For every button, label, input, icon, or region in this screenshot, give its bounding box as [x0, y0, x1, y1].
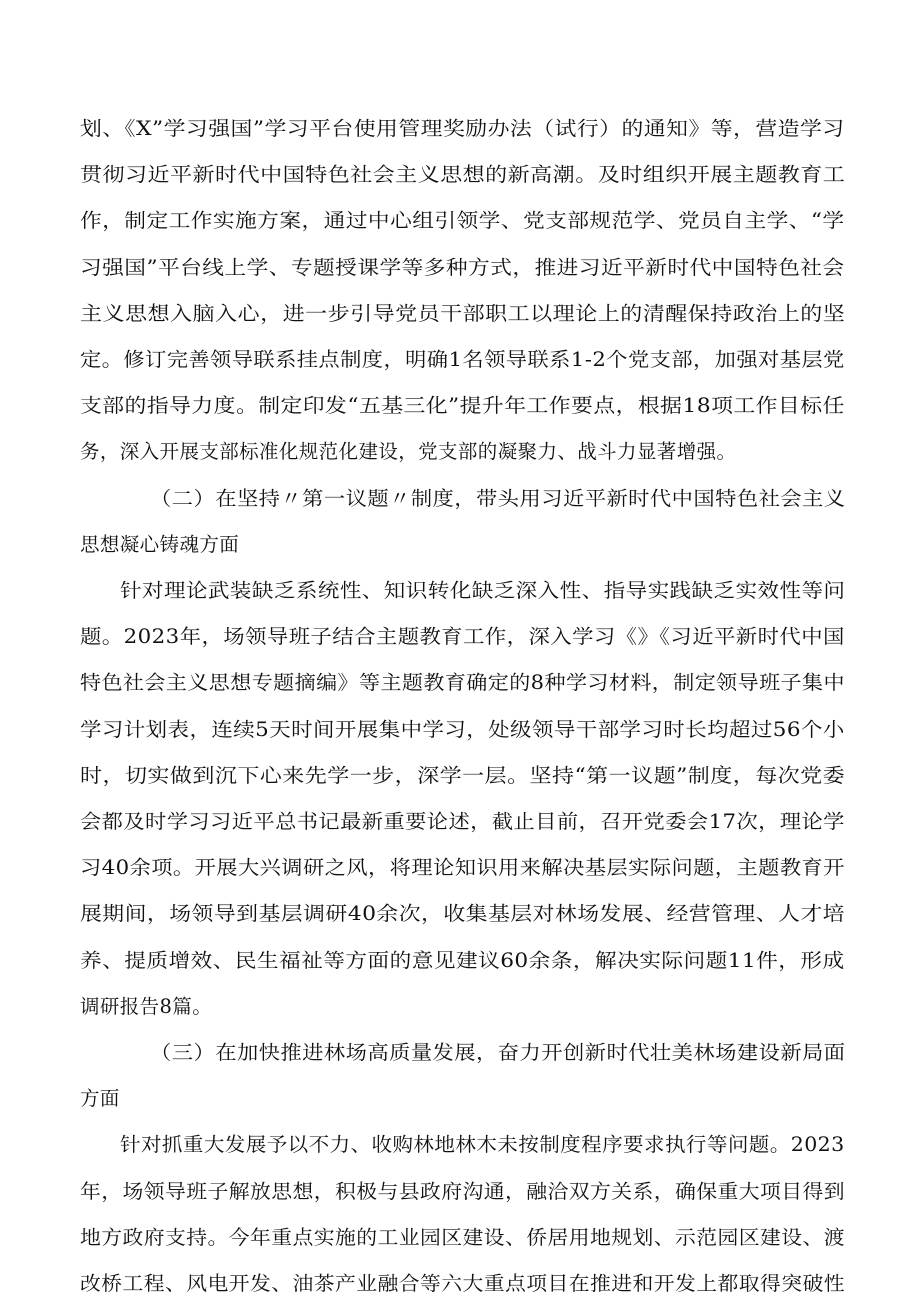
- section-heading: 方面: [80, 1087, 120, 1111]
- body-text-line: 学习计划表，连续5天时间开展集中学习，处级领导干部学习时长均超过56个小: [80, 717, 845, 741]
- body-text-line: 习40余项。开展大兴调研之风，将理论知识用来解决基层实际问题，主题教育开: [80, 856, 845, 880]
- section-heading: （三）在加快推进林场高质量发展，奋力开创新时代壮美林场建设新局面: [150, 1041, 846, 1064]
- body-text-line: 地方政府支持。今年重点实施的工业园区建设、侨居用地规划、示范园区建设、渡: [80, 1225, 846, 1249]
- body-text-line: 调研报告8篇。: [80, 994, 213, 1018]
- body-text-line: 划、《X”学习强国”学习平台使用管理奖励办法（试行）的通知》等，营造学习: [80, 117, 845, 140]
- body-text-line: 支部的指导力度。制定印发“五基三化”提升年工作要点，根据18项工作目标任: [80, 394, 845, 418]
- body-text-line: 展期间，场领导到基层调研40余次，收集基层对林场发展、经营管理、人才培: [80, 902, 845, 926]
- body-text-line: 针对理论武装缺乏系统性、知识转化缺乏深入性、指导实践缺乏实效性等问: [120, 579, 846, 602]
- body-text-line: 年，场领导班子解放思想，积极与县政府沟通，融洽双方关系，确保重大项目得到: [80, 1179, 846, 1203]
- body-text-line: 特色社会主义思想专题摘编》等主题教育确定的8种学习材料，制定领导班子集中: [80, 671, 845, 695]
- body-text-line: 题。2023年，场领导班子结合主题教育工作，深入学习《》《习近平新时代中国: [80, 625, 845, 649]
- body-text-line: 主义思想入脑入心，进一步引导党员干部职工以理论上的清醒保持政治上的坚: [80, 301, 846, 325]
- body-text-line: 贯彻习近平新时代中国特色社会主义思想的新高潮。及时组织开展主题教育工: [80, 163, 846, 187]
- body-text-line: 定。修订完善领导联系挂点制度，明确1名领导联系1-2个党支部，加强对基层党: [80, 348, 845, 371]
- body-text-line: 时，切实做到沉下心来先学一步，深学一层。坚持“第一议题”制度，每次党委: [80, 763, 846, 787]
- body-text-line: 改桥工程、风电开发、油茶产业融合等六大重点项目在推进和开发上都取得突破性: [80, 1272, 846, 1295]
- section-heading: （二）在坚持〃第一议题〃制度，带头用习近平新时代中国特色社会主义: [150, 486, 846, 510]
- section-heading: 思想凝心铸魂方面: [80, 532, 240, 556]
- body-text-line: 针对抓重大发展予以不力、收购林地林木未按制度程序要求执行等问题。2023: [120, 1133, 845, 1157]
- body-text-line: 习强国”平台线上学、专题授课学等多种方式，推进习近平新时代中国特色社会: [80, 255, 845, 279]
- body-text-line: 养、提质增效、民生福祉等方面的意见建议60余条，解决实际问题11件，形成: [80, 948, 845, 972]
- body-text-line: 务，深入开展支部标准化规范化建设，党支部的凝聚力、战斗力显著增强。: [80, 440, 737, 464]
- body-text-line: 会都及时学习习近平总书记最新重要论述，截止目前，召开党委会17次，理论学: [80, 810, 845, 833]
- body-text-line: 作，制定工作实施方案，通过中心组引领学、党支部规范学、党员自主学、“学: [80, 209, 845, 233]
